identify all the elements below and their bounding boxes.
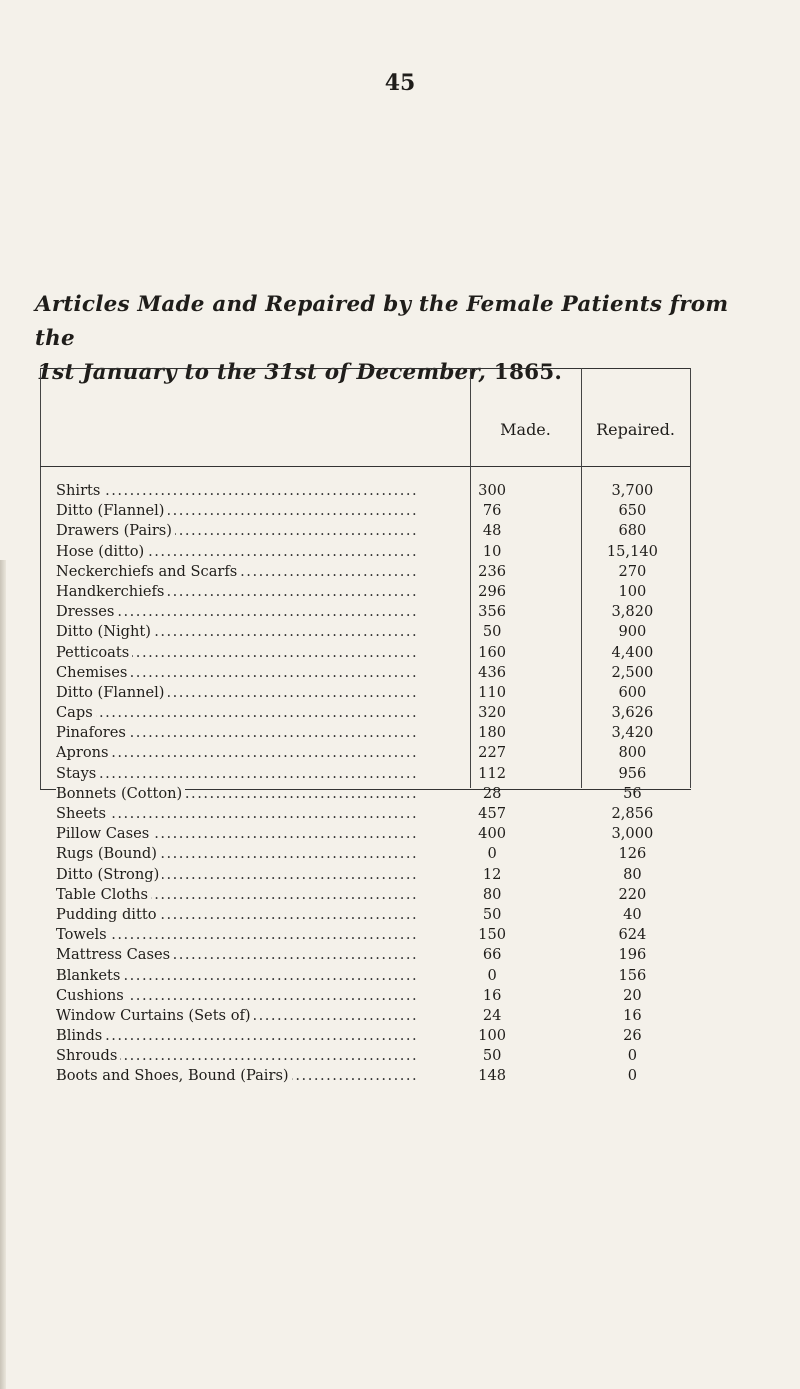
table-row [56,986,696,1006]
repaired-value: 20 [623,986,642,1004]
repaired-value: 270 [618,562,647,580]
row-label-text: Ditto (Flannel) [56,502,168,519]
row-label-text: Shirts [56,482,103,499]
made-value: 48 [482,522,502,540]
row-label [56,501,419,521]
table-row [56,1006,696,1026]
repaired-value: 3,626 [611,704,654,722]
repaired-value: 3,420 [611,724,654,742]
repaired-value: 126 [618,845,647,863]
row-label [56,683,419,703]
row-label-text: Stays [56,765,99,782]
repaired-value: 15,140 [606,542,658,560]
repaired-value: 3,000 [611,825,654,843]
table-row [56,1066,696,1086]
made-value: 296 [478,582,507,600]
row-label [56,602,419,622]
table-row [56,945,696,965]
row-label-text: Cushions [56,987,127,1004]
made-value: 50 [482,905,502,923]
row-label [56,542,419,562]
row-label-text: Ditto (Night) [56,623,154,640]
table-body [56,481,696,1087]
made-value: 236 [478,562,507,580]
table-row [56,804,696,824]
column-header-made: Made. [500,420,551,439]
repaired-value: 56 [623,784,642,802]
table-row [56,844,696,864]
repaired-value: 900 [618,623,647,641]
repaired-value: 26 [623,1027,642,1045]
row-label [56,966,419,986]
made-value: 50 [482,623,502,641]
table-row [56,643,696,663]
table-row [56,865,696,885]
made-value: 16 [482,986,502,1004]
title-line-1: Articles Made and Repaired by the Female Patients from the [35,292,729,351]
table-row [56,663,696,683]
table-row [56,905,696,925]
row-label-text: Sheets [56,805,109,822]
made-value: 10 [482,542,502,560]
table-row [56,764,696,784]
row-label-text: Boots and Shoes, Bound (Pairs) [56,1067,292,1084]
repaired-value: 156 [618,966,647,984]
repaired-value: 956 [618,764,647,782]
row-label-text: Chemises [56,664,130,681]
repaired-value: 0 [627,1047,638,1065]
table-row [56,885,696,905]
made-value: 24 [482,1006,502,1024]
row-label [56,945,419,965]
header-divider [40,466,690,467]
row-label [56,663,419,683]
repaired-value: 0 [627,1067,638,1085]
repaired-value: 600 [618,683,647,701]
row-label-text: Ditto (Strong) [56,866,162,883]
row-label [56,622,419,642]
table-row [56,542,696,562]
made-value: 457 [478,805,507,822]
made-value: 148 [478,1067,507,1085]
row-label-text: Aprons [56,744,112,761]
made-value: 28 [482,784,502,802]
table-row [56,703,696,723]
row-label-text: Pillow Cases [56,825,152,842]
repaired-value: 220 [618,885,647,903]
repaired-value: 4,400 [611,643,654,661]
repaired-value: 680 [618,522,647,540]
row-label [56,865,419,885]
table-row [56,683,696,703]
made-value: 0 [487,966,497,984]
table-row [56,743,696,763]
row-label-text: Mattress Cases [56,946,173,963]
row-label-text: Neckerchiefs and Scarfs [56,563,240,580]
made-value: 180 [478,724,507,742]
row-label [56,764,419,784]
row-label [56,481,419,501]
row-label [56,743,419,763]
made-value: 320 [478,704,507,722]
row-label-text: Blankets [56,967,123,984]
row-label [56,804,419,824]
row-label [56,521,419,541]
row-label [56,1046,419,1066]
table-row [56,501,696,521]
repaired-value: 624 [618,926,647,944]
row-label [56,703,419,723]
row-label-text: Handkerchiefs [56,583,167,600]
made-value: 112 [478,764,507,782]
table-row [56,602,696,622]
table-row [56,723,696,743]
row-label-text: Table Cloths [56,886,151,903]
row-label [56,885,419,905]
repaired-value: 80 [623,865,642,883]
row-label [56,986,419,1006]
title-year: 1865. [493,360,563,385]
repaired-value: 100 [618,582,647,600]
made-value: 160 [478,643,507,661]
row-label [56,784,419,804]
row-label [56,723,419,743]
table-row [56,582,696,602]
made-value: 100 [478,1027,507,1045]
row-label [56,582,419,602]
row-label [56,562,419,582]
row-label [56,844,419,864]
row-label-text: Rugs (Bound) [56,845,160,862]
repaired-value: 2,856 [611,805,654,822]
table-row [56,824,696,844]
row-label-text: Ditto (Flannel) [56,684,168,701]
row-label-text: Blinds [56,1027,105,1044]
repaired-value: 3,820 [611,603,654,621]
row-label-text: Bonnets (Cotton) [56,785,185,802]
made-value: 66 [482,946,502,964]
table-row [56,481,696,501]
table-row [56,784,696,804]
made-value: 80 [482,885,502,903]
row-label [56,925,419,945]
made-value: 300 [478,482,507,499]
made-value: 356 [478,603,507,621]
row-label [56,905,419,925]
repaired-value: 40 [623,905,642,923]
row-label-text: Dresses [56,603,117,620]
made-value: 0 [487,845,497,863]
row-label-text: Pudding ditto [56,906,159,923]
row-label-text: Towels [56,926,110,943]
made-value: 150 [478,926,507,944]
table-row [56,925,696,945]
repaired-value: 196 [618,946,647,964]
repaired-value: 3,700 [611,482,654,499]
row-label-text: Petticoats [56,644,132,661]
row-label [56,1066,419,1086]
repaired-value: 800 [618,744,647,762]
row-label-text: Shrouds [56,1047,120,1064]
table-row [56,521,696,541]
row-label-text: Caps [56,704,96,721]
made-value: 110 [478,683,507,701]
page-edge-shadow [0,560,6,1389]
made-value: 12 [482,865,502,883]
row-label-text: Window Curtains (Sets of) [56,1007,254,1024]
row-label-text: Hose (ditto) [56,543,147,560]
row-label-text: Drawers (Pairs) [56,522,175,539]
repaired-value: 2,500 [611,663,654,681]
title-line-2-text: 1st January to the 31st of December, [37,360,487,385]
made-value: 76 [482,502,502,520]
row-label [56,1026,419,1046]
row-label [56,643,419,663]
table-row [56,562,696,582]
row-label [56,1006,419,1026]
made-value: 400 [478,825,507,843]
row-label-text: Pinafores [56,724,129,741]
made-value: 50 [482,1047,502,1065]
table-row [56,622,696,642]
table-row [56,1046,696,1066]
table-row [56,966,696,986]
made-value: 227 [478,744,507,762]
table-row [56,1026,696,1046]
row-label [56,824,419,844]
column-header-repaired: Repaired. [596,420,675,439]
repaired-value: 650 [618,502,647,520]
page-number: 45 [384,70,416,96]
made-value: 436 [478,663,507,681]
repaired-value: 16 [623,1006,642,1024]
